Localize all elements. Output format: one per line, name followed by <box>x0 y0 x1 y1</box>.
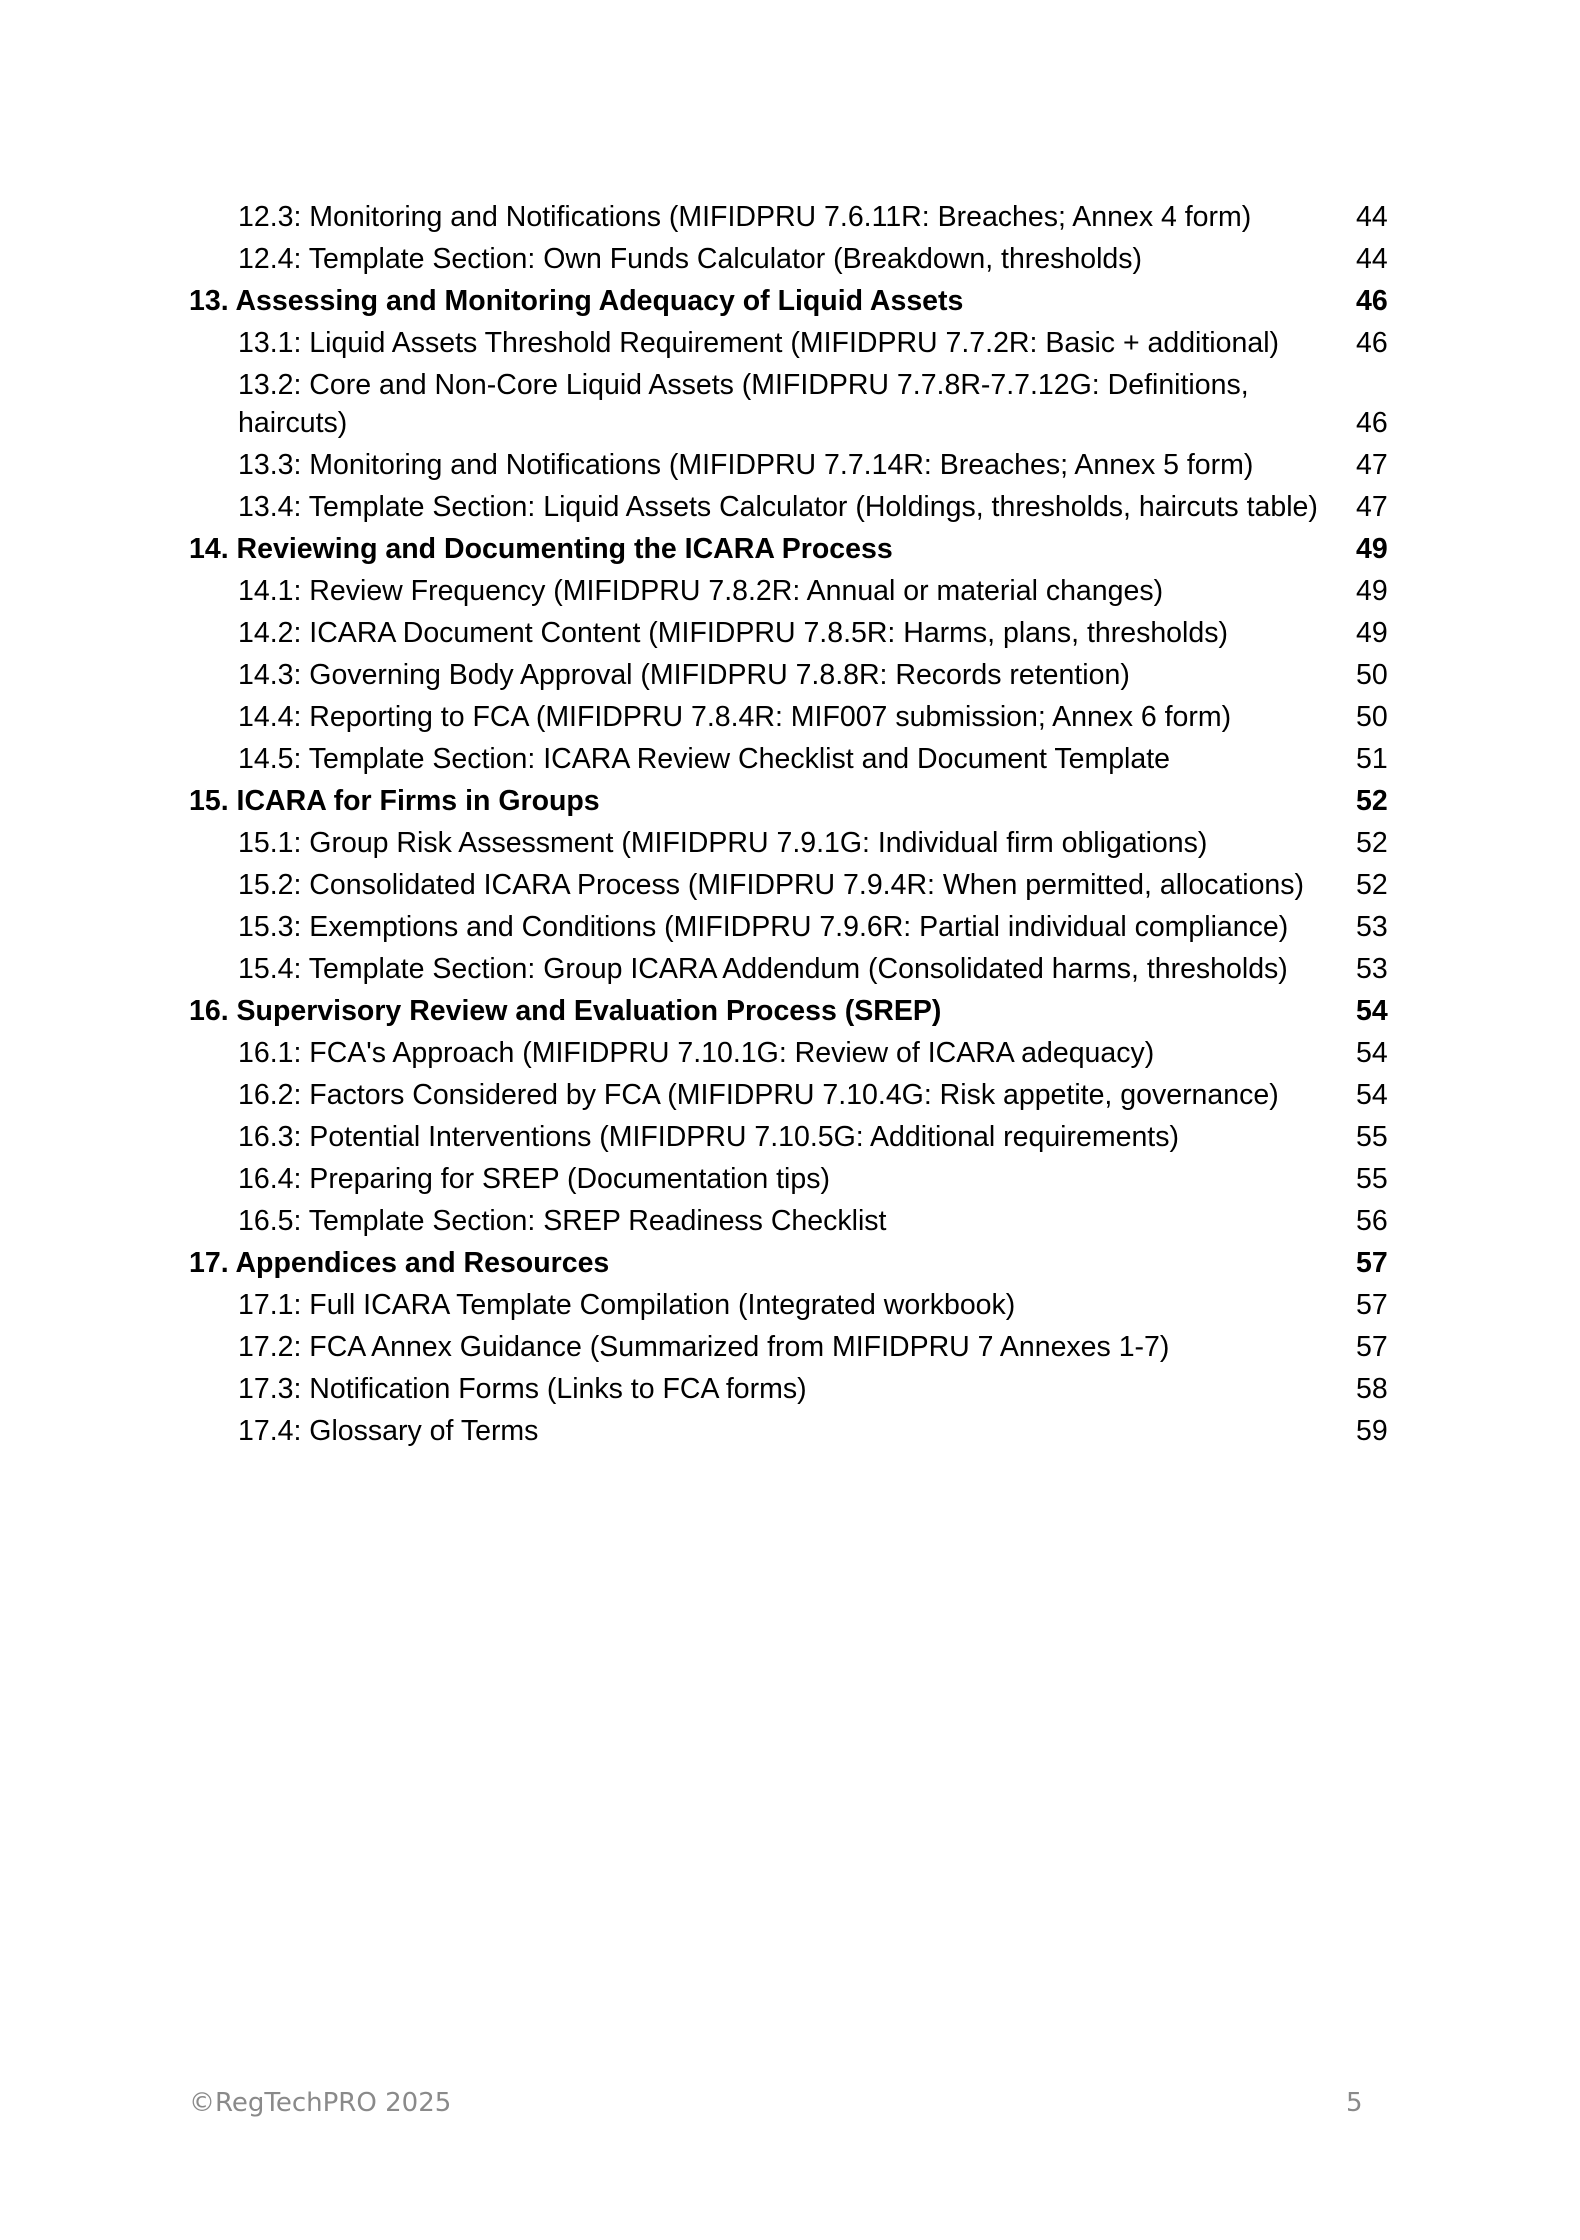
toc-entry-13-3[interactable] <box>189 446 1400 484</box>
toc-entry-page: 49 <box>1356 617 1388 649</box>
toc-entry-14-5[interactable] <box>189 740 1400 778</box>
toc-entry-page: 57 <box>1356 1289 1388 1321</box>
toc-entry-page: 51 <box>1356 743 1388 775</box>
toc-entry-page: 46 <box>1356 407 1388 439</box>
toc-section-16[interactable] <box>189 992 1400 1030</box>
toc-section-17[interactable] <box>189 1244 1400 1282</box>
toc-entry-title: 16.4: Preparing for SREP (Documentation tips) <box>238 1163 830 1195</box>
toc-entry-title: 16.3: Potential Interventions (MIFIDPRU 7.10.5G: Additional requirements) <box>238 1121 1179 1153</box>
toc-section-page: 57 <box>1356 1247 1388 1279</box>
toc-entry-page: 47 <box>1356 491 1388 523</box>
toc-entry-16-4[interactable] <box>189 1160 1400 1198</box>
toc-entry-page: 46 <box>1356 327 1388 359</box>
toc-entry-page: 49 <box>1356 575 1388 607</box>
toc-entry-page: 52 <box>1356 827 1388 859</box>
toc-section-title: 15. ICARA for Firms in Groups <box>189 785 600 817</box>
toc-entry-title: 14.2: ICARA Document Content (MIFIDPRU 7.8.5R: Harms, plans, thresholds) <box>238 617 1228 649</box>
toc-entry-page: 56 <box>1356 1205 1388 1237</box>
toc-entry-title: 14.3: Governing Body Approval (MIFIDPRU 7.8.8R: Records retention) <box>238 659 1130 691</box>
toc-entry-14-3[interactable] <box>189 656 1400 694</box>
toc-entry-title: 17.3: Notification Forms (Links to FCA forms) <box>238 1373 807 1405</box>
toc-entry-12-4[interactable] <box>189 240 1400 278</box>
toc-entry-16-2[interactable] <box>189 1076 1400 1114</box>
toc-entry-page: 50 <box>1356 659 1388 691</box>
toc-entry-page: 54 <box>1356 1037 1388 1069</box>
toc-entry-title: 13.2: Core and Non-Core Liquid Assets (MIFIDPRU 7.7.8R-7.7.12G: Definitions, haircuts) <box>238 369 1257 439</box>
toc-entry-page: 57 <box>1356 1331 1388 1363</box>
toc-entry-title: 17.4: Glossary of Terms <box>238 1415 539 1447</box>
toc-entry-12-3[interactable] <box>189 198 1400 236</box>
toc-section-13[interactable] <box>189 282 1400 320</box>
toc-entry-16-5[interactable] <box>189 1202 1400 1240</box>
toc-entry-title: 15.4: Template Section: Group ICARA Addendum (Consolidated harms, thresholds) <box>238 953 1288 985</box>
toc-entry-page: 50 <box>1356 701 1388 733</box>
toc-entry-17-3[interactable] <box>189 1370 1400 1408</box>
toc-entry-15-3[interactable] <box>189 908 1400 946</box>
toc-entry-15-1[interactable] <box>189 824 1400 862</box>
toc-entry-14-4[interactable] <box>189 698 1400 736</box>
toc-section-page: 49 <box>1356 533 1388 565</box>
footer-page-number: 5 <box>1346 2088 1363 2118</box>
toc-entry-page: 58 <box>1356 1373 1388 1405</box>
toc-entry-page: 54 <box>1356 1079 1388 1111</box>
toc-entry-title: 13.4: Template Section: Liquid Assets Calculator (Holdings, thresholds, haircuts table) <box>238 491 1318 523</box>
toc-entry-page: 55 <box>1356 1121 1388 1153</box>
toc-section-title: 16. Supervisory Review and Evaluation Process (SREP) <box>189 995 942 1027</box>
toc-entry-page: 59 <box>1356 1415 1388 1447</box>
toc-entry-title: 14.5: Template Section: ICARA Review Checklist and Document Template <box>238 743 1170 775</box>
toc-section-title: 13. Assessing and Monitoring Adequacy of Liquid Assets <box>189 285 964 317</box>
toc-entry-title: 17.1: Full ICARA Template Compilation (Integrated workbook) <box>238 1289 1016 1321</box>
toc-entry-page: 52 <box>1356 869 1388 901</box>
toc-entry-13-2[interactable] <box>189 366 1400 442</box>
toc-entry-title: 16.1: FCA's Approach (MIFIDPRU 7.10.1G: Review of ICARA adequacy) <box>238 1037 1155 1069</box>
toc-entry-title: 13.1: Liquid Assets Threshold Requirement (MIFIDPRU 7.7.2R: Basic + additional) <box>238 327 1280 359</box>
toc-entry-17-4[interactable] <box>189 1412 1400 1450</box>
toc-entry-title: 15.2: Consolidated ICARA Process (MIFIDPRU 7.9.4R: When permitted, allocations) <box>238 869 1305 901</box>
toc-entry-page: 55 <box>1356 1163 1388 1195</box>
toc-section-title: 14. Reviewing and Documenting the ICARA Process <box>189 533 893 565</box>
toc-entry-13-1[interactable] <box>189 324 1400 362</box>
toc-entry-15-4[interactable] <box>189 950 1400 988</box>
toc-section-14[interactable] <box>189 530 1400 568</box>
toc-section-page: 54 <box>1356 995 1388 1027</box>
toc-entry-13-4[interactable] <box>189 488 1400 526</box>
toc-entry-15-2[interactable] <box>189 866 1400 904</box>
toc-entry-16-3[interactable] <box>189 1118 1400 1156</box>
toc-section-page: 46 <box>1356 285 1388 317</box>
toc-entry-title: 14.4: Reporting to FCA (MIFIDPRU 7.8.4R: MIF007 submission; Annex 6 form) <box>238 701 1232 733</box>
toc-entry-17-1[interactable] <box>189 1286 1400 1324</box>
toc-entry-title: 12.4: Template Section: Own Funds Calculator (Breakdown, thresholds) <box>238 243 1143 275</box>
toc-section-page: 52 <box>1356 785 1388 817</box>
toc-entry-17-2[interactable] <box>189 1328 1400 1366</box>
toc-entry-page: 53 <box>1356 953 1388 985</box>
toc-entry-page: 53 <box>1356 911 1388 943</box>
toc-entry-title: 16.2: Factors Considered by FCA (MIFIDPRU 7.10.4G: Risk appetite, governance) <box>238 1079 1279 1111</box>
toc-section-15[interactable] <box>189 782 1400 820</box>
toc-entry-title: 15.1: Group Risk Assessment (MIFIDPRU 7.9.1G: Individual firm obligations) <box>238 827 1208 859</box>
toc-entry-title: 16.5: Template Section: SREP Readiness Checklist <box>238 1205 887 1237</box>
toc-section-title: 17. Appendices and Resources <box>189 1247 610 1279</box>
toc-entry-page: 44 <box>1356 243 1388 275</box>
toc-entry-title: 12.3: Monitoring and Notifications (MIFIDPRU 7.6.11R: Breaches; Annex 4 form) <box>238 201 1252 233</box>
toc-entry-title: 14.1: Review Frequency (MIFIDPRU 7.8.2R: Annual or material changes) <box>238 575 1164 607</box>
toc-entry-title: 17.2: FCA Annex Guidance (Summarized from MIFIDPRU 7 Annexes 1-7) <box>238 1331 1170 1363</box>
toc-entry-title: 13.3: Monitoring and Notifications (MIFIDPRU 7.7.14R: Breaches; Annex 5 form) <box>238 449 1254 481</box>
toc-entry-page: 44 <box>1356 201 1388 233</box>
toc-entry-page: 47 <box>1356 449 1388 481</box>
toc-entry-14-2[interactable] <box>189 614 1400 652</box>
toc-entry-14-1[interactable] <box>189 572 1400 610</box>
toc-entry-title: 15.3: Exemptions and Conditions (MIFIDPRU 7.9.6R: Partial individual compliance) <box>238 911 1289 943</box>
table-of-contents <box>189 198 1400 1454</box>
toc-entry-16-1[interactable] <box>189 1034 1400 1072</box>
footer-copyright: ©RegTechPRO 2025 <box>189 2088 452 2118</box>
